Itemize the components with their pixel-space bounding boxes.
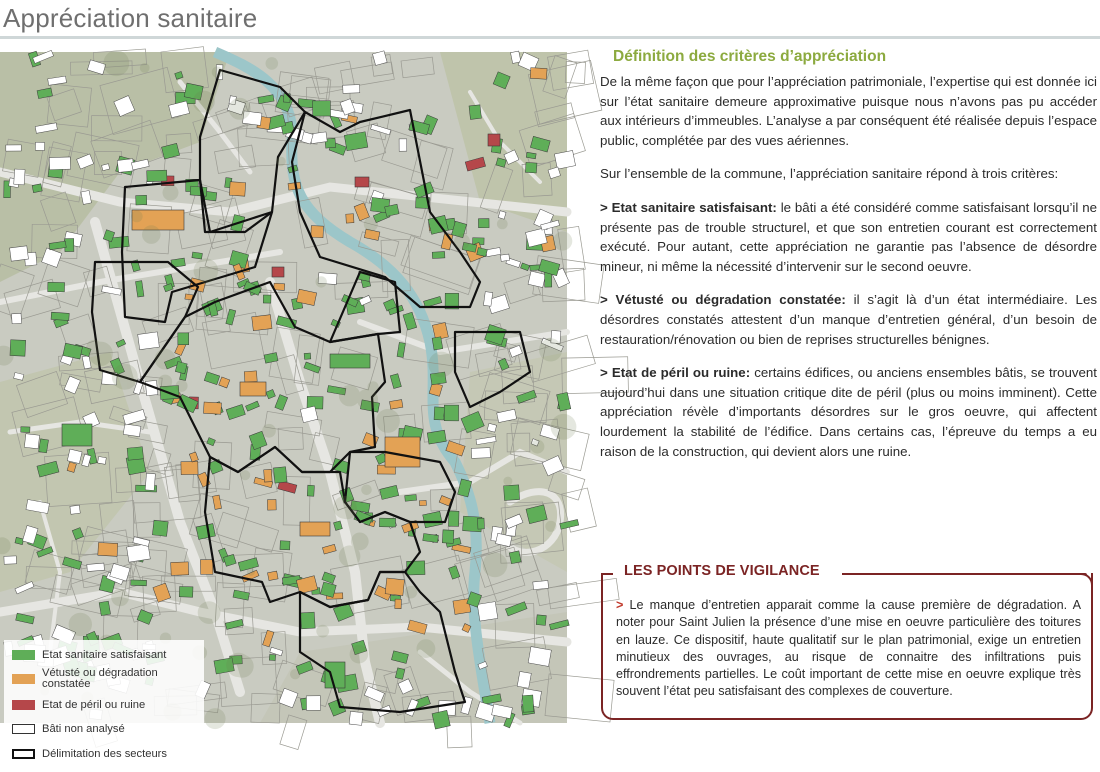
tree bbox=[131, 211, 143, 223]
building bbox=[530, 68, 547, 80]
vigilance-box-top-left bbox=[601, 573, 613, 575]
tree bbox=[350, 645, 369, 664]
building bbox=[525, 162, 537, 173]
tree bbox=[247, 568, 255, 576]
legend-swatch-red bbox=[12, 700, 35, 710]
building bbox=[203, 402, 221, 414]
building bbox=[244, 371, 257, 382]
vigilance-body: Le manque d’entretien apparait comme la cause première de dégradation. A noter pour Saint Julien la présence d’une mise en oeuvre particulière des toitures en lauze. Ce dispositif, haute qualitatif sur le plan patrimonial, exige un entretien minutieux des ouvrages, au risque de connaitre des infiltrations puis effrondrements partielles. Le coût important de cette mise en oeuvre explique très souvent l’état peu satisfaisant des complexes de couverture. bbox=[616, 598, 1081, 699]
building bbox=[385, 578, 404, 596]
building bbox=[190, 186, 207, 196]
tree bbox=[266, 57, 279, 70]
building bbox=[136, 195, 147, 205]
tree bbox=[545, 521, 556, 532]
building bbox=[178, 333, 189, 345]
overview-paragraph: Sur l’ensemble de la commune, l’appréciation sanitaire répond à trois critères: bbox=[600, 166, 1059, 182]
building bbox=[268, 571, 279, 580]
building bbox=[273, 467, 287, 483]
building bbox=[21, 427, 30, 433]
building bbox=[181, 461, 198, 474]
building bbox=[117, 159, 134, 173]
map-legend bbox=[4, 640, 204, 772]
building bbox=[432, 710, 450, 729]
building bbox=[311, 226, 324, 238]
building bbox=[478, 219, 489, 228]
building bbox=[263, 295, 271, 303]
building bbox=[269, 654, 275, 660]
building bbox=[483, 292, 492, 307]
building bbox=[554, 150, 575, 169]
building bbox=[509, 551, 521, 564]
building bbox=[517, 671, 531, 688]
criterion-text: certains édifices, ou anciens ensembles bâtis, se trouvent aujourd’hui dans une situation critique dite de péril (plus ou moins imminent). Cette appréciation révèle d’importants désordres sur le gros oeuvre, qui affectent lourdement la stabilité de l’édifice. Dans certains cas, l’épreuve du temps a eu raison de la construction, qui devient alors une ruine. bbox=[600, 365, 1097, 459]
tree bbox=[364, 217, 378, 231]
building bbox=[349, 711, 363, 725]
vigilance-box-top-right bbox=[842, 573, 1087, 575]
tree bbox=[551, 414, 577, 440]
building bbox=[442, 530, 454, 544]
building bbox=[301, 612, 316, 629]
tree bbox=[226, 653, 250, 677]
tree bbox=[194, 258, 219, 283]
legend-swatch-outline bbox=[12, 749, 35, 759]
legend-swatch-green bbox=[12, 650, 35, 660]
tree bbox=[405, 586, 418, 599]
building bbox=[434, 407, 444, 420]
tree bbox=[361, 485, 372, 496]
building bbox=[477, 602, 497, 621]
tree bbox=[193, 91, 215, 113]
building bbox=[419, 500, 426, 505]
building bbox=[98, 457, 107, 465]
tree bbox=[503, 477, 512, 486]
tree bbox=[530, 440, 544, 454]
building bbox=[127, 447, 143, 461]
sanitary-map[interactable] bbox=[0, 52, 567, 760]
definitions-heading: Définition des critères d’appréciation bbox=[613, 48, 887, 65]
building bbox=[32, 184, 42, 193]
building bbox=[379, 518, 395, 527]
criterion-text: le bâti a été considéré comme satisfaisant lorsqu’il ne présente pas de trouble structurel, et que son entretien courant est correctement exécuté. Pour autant, cette appréciation ne garantie pas l’absence de désordre mineur, ni même la nécessité d’intervenir sur le second oeuvre. bbox=[600, 199, 1097, 274]
building bbox=[488, 134, 500, 146]
tree bbox=[142, 225, 161, 244]
building bbox=[307, 485, 314, 496]
building bbox=[6, 145, 21, 151]
legend-label: Bâti non analysé bbox=[42, 722, 125, 735]
title-divider bbox=[0, 36, 1100, 39]
legend-item-vetuste bbox=[12, 667, 202, 690]
criterion-vetuste bbox=[600, 290, 1097, 349]
tree bbox=[483, 552, 508, 577]
parcel bbox=[565, 62, 585, 84]
building bbox=[504, 485, 520, 501]
tree bbox=[69, 613, 92, 636]
legend-label: Etat de péril ou ruine bbox=[42, 698, 146, 711]
criterion-name: > Etat sanitaire satisfaisant: bbox=[600, 199, 777, 215]
page-title: Appréciation sanitaire bbox=[3, 3, 258, 33]
building bbox=[264, 469, 272, 482]
tree bbox=[417, 639, 436, 658]
tree bbox=[316, 625, 329, 638]
building bbox=[35, 142, 44, 150]
building bbox=[252, 315, 272, 331]
building bbox=[145, 473, 155, 490]
tree bbox=[198, 601, 221, 624]
building bbox=[444, 405, 458, 421]
building bbox=[127, 544, 151, 562]
tree bbox=[539, 338, 562, 361]
building bbox=[4, 556, 17, 564]
legend-label: Etat sanitaire satisfaisant bbox=[42, 648, 167, 661]
tree bbox=[155, 349, 176, 370]
building bbox=[147, 170, 167, 182]
building bbox=[478, 518, 485, 529]
building bbox=[51, 312, 69, 320]
tree bbox=[262, 424, 276, 438]
building bbox=[39, 439, 49, 453]
building bbox=[399, 139, 407, 151]
tree bbox=[454, 234, 470, 250]
building bbox=[471, 448, 490, 459]
building bbox=[70, 505, 80, 514]
criterion-name: > Vétusté ou dégradation constatée: bbox=[600, 292, 846, 308]
tree bbox=[176, 380, 188, 392]
intro-paragraph: De la même façon que pour l’appréciation patrimoniale, l’expertise qui est donnée ici sur l’état sanitaire demeure approximative puisque nous n’avons pas pu accéder aux intérieurs d’immeubles. L’analyse a par conséquent été réalisée depuis l’espace public, complétée par des vues aériennes. bbox=[600, 74, 1097, 148]
building bbox=[313, 101, 331, 116]
tree bbox=[316, 276, 327, 287]
legend-label: Délimitation des secteurs bbox=[42, 747, 167, 760]
building bbox=[432, 337, 443, 350]
building bbox=[390, 400, 403, 410]
criterion-text: il s’agit là d’un état intermédiaire. Les désordres constatés attestent d’un manque d’entretien général, d’un besoin de restauration/rénovation ou bien de reprises structurelles bénignes. bbox=[600, 292, 1097, 347]
tree bbox=[111, 589, 129, 607]
tree bbox=[376, 409, 400, 433]
tree bbox=[428, 352, 454, 378]
building bbox=[448, 511, 459, 526]
building bbox=[229, 182, 245, 196]
building bbox=[62, 424, 92, 446]
vigilance-text bbox=[616, 597, 1081, 701]
tree bbox=[553, 231, 572, 250]
tree bbox=[290, 669, 300, 679]
building bbox=[138, 332, 160, 350]
tree bbox=[140, 63, 150, 73]
tree bbox=[351, 533, 369, 551]
criterion-satisfaisant bbox=[600, 198, 1097, 276]
building bbox=[12, 313, 22, 323]
tree bbox=[276, 157, 286, 167]
building bbox=[200, 560, 213, 575]
building bbox=[355, 177, 369, 187]
criterion-peril bbox=[600, 363, 1097, 461]
building bbox=[306, 696, 320, 711]
building bbox=[500, 254, 509, 261]
building bbox=[432, 252, 445, 259]
legend-item-peril bbox=[12, 696, 145, 714]
building bbox=[98, 543, 118, 557]
building bbox=[49, 157, 70, 170]
building bbox=[272, 267, 284, 277]
legend-swatch-orange bbox=[12, 674, 35, 684]
building bbox=[526, 152, 536, 158]
building bbox=[343, 85, 360, 94]
tree bbox=[112, 364, 138, 390]
building bbox=[99, 601, 110, 615]
building bbox=[346, 214, 354, 223]
legend-item-secteurs bbox=[12, 745, 167, 763]
legend-item-satisfaisant bbox=[12, 646, 166, 664]
building bbox=[310, 132, 327, 144]
tree bbox=[158, 375, 172, 389]
tree bbox=[163, 185, 179, 201]
building bbox=[24, 434, 39, 449]
tree bbox=[212, 66, 223, 77]
building bbox=[325, 662, 345, 688]
building bbox=[304, 353, 311, 359]
definitions-section bbox=[600, 48, 1097, 475]
building bbox=[536, 615, 546, 626]
legend-label: Vétusté ou dégradation constatée bbox=[42, 667, 158, 690]
building bbox=[175, 362, 187, 374]
building bbox=[344, 132, 368, 151]
building bbox=[528, 647, 551, 667]
building bbox=[267, 500, 276, 511]
building bbox=[522, 695, 534, 712]
building bbox=[171, 562, 189, 576]
building bbox=[10, 246, 29, 261]
building bbox=[67, 449, 82, 463]
building bbox=[300, 522, 330, 536]
tree bbox=[89, 342, 113, 366]
tree bbox=[229, 98, 251, 120]
building bbox=[395, 599, 402, 609]
building bbox=[405, 495, 417, 502]
tree bbox=[240, 470, 250, 480]
tree bbox=[339, 385, 360, 406]
tree bbox=[205, 708, 226, 729]
tree bbox=[337, 499, 357, 519]
vigilance-arrow: > bbox=[616, 598, 624, 612]
building bbox=[179, 587, 193, 598]
building bbox=[330, 354, 370, 368]
building bbox=[152, 520, 168, 536]
building bbox=[48, 282, 65, 292]
building bbox=[14, 169, 25, 185]
building bbox=[240, 382, 266, 396]
vigilance-heading: LES POINTS DE VIGILANCE bbox=[620, 563, 824, 579]
tree bbox=[497, 219, 508, 230]
building bbox=[469, 105, 481, 120]
building bbox=[280, 541, 290, 550]
legend-swatch-white bbox=[12, 724, 35, 734]
building bbox=[192, 252, 203, 259]
building bbox=[87, 563, 105, 572]
building bbox=[131, 580, 147, 586]
criterion-name: > Etat de péril ou ruine: bbox=[600, 365, 751, 381]
building bbox=[123, 424, 141, 437]
legend-item-non-analyse bbox=[12, 720, 125, 738]
building bbox=[533, 581, 549, 590]
tree bbox=[103, 50, 129, 76]
tree bbox=[357, 389, 378, 410]
